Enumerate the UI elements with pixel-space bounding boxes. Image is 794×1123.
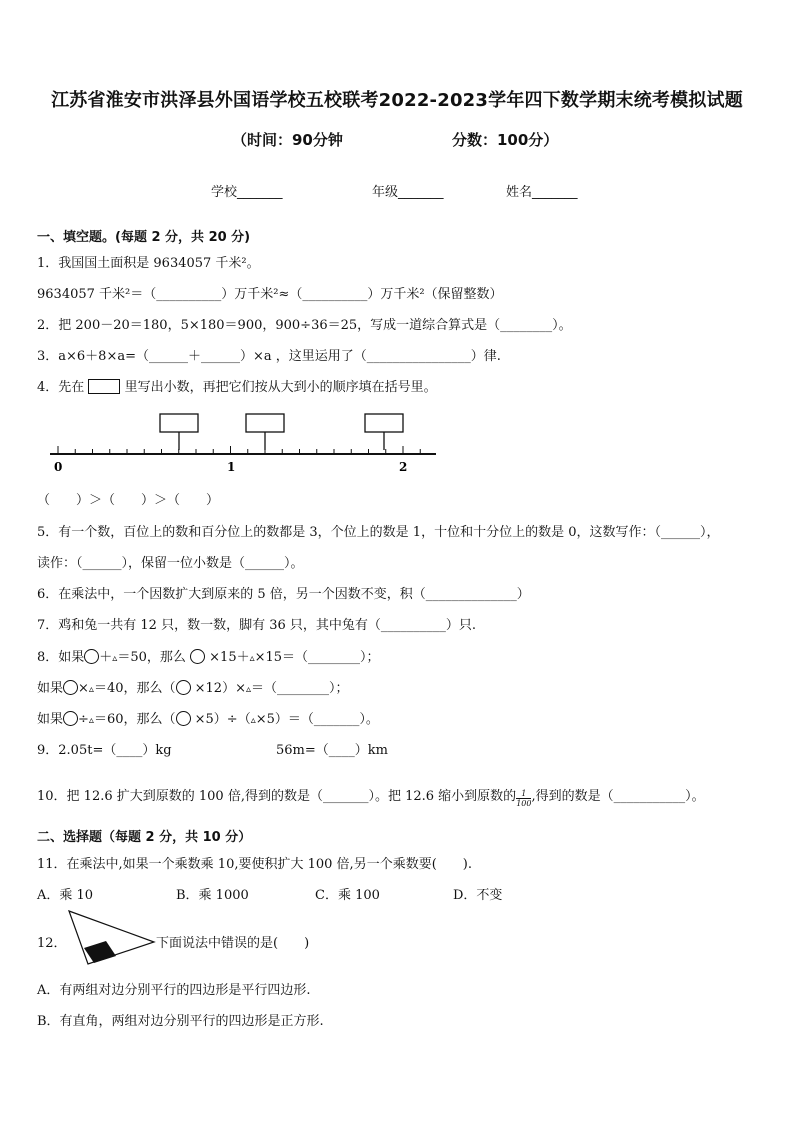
- triangle-icon: ▵: [112, 653, 118, 664]
- q8b-times: ×: [78, 681, 89, 696]
- q8b-text-3: ×12）×: [194, 681, 246, 696]
- question-1b: 9634057 千米²＝（__________）万千米²≈（__________）万千米²（保留整数）: [37, 287, 503, 302]
- circle-icon: [176, 680, 191, 695]
- school-field: 学校_______: [211, 185, 283, 200]
- q8c-text-4: ×5）＝（_______）。: [255, 712, 379, 727]
- q8c-text-2: ＝60，那么（: [93, 712, 176, 727]
- q11-option-d: D．不变: [453, 888, 503, 903]
- q10-text-2: ,得到的数是（___________）。: [531, 789, 705, 804]
- question-12-text: 下面说法中错误的是( ): [156, 936, 310, 951]
- question-12-number: 12．: [37, 936, 67, 951]
- name-field: 姓名_______: [506, 185, 578, 200]
- q12-option-b: B．有直角，两组对边分别平行的四边形是正方形.: [37, 1014, 324, 1029]
- question-9b: 56m=（____）km: [276, 743, 388, 758]
- fraction-one-hundredth: [516, 789, 531, 808]
- question-2: 2．把 200－20＝180，5×180＝900，900÷36＝25，写成一道综合算式是（________）。: [37, 318, 572, 333]
- number-line-label-0: 0: [54, 460, 63, 474]
- fraction-numerator: 1: [516, 789, 531, 799]
- q8b-text-4: ＝（________）；: [251, 681, 349, 696]
- question-5a: 5．有一个数，百位上的数和百分位上的数都是 3，个位上的数是 1，十位和十分位上的数是 0，这数写作：（______），: [37, 525, 720, 540]
- q8b-text-1: 如果: [37, 681, 64, 696]
- blank-box-icon: [88, 379, 120, 394]
- answer-box-1: [160, 414, 198, 432]
- question-11: 11．在乘法中,如果一个乘数乘 10,要使积扩大 100 倍,另一个乘数要( ).: [37, 857, 472, 872]
- question-1a: 1．我国国土面积是 9634057 千米²。: [37, 256, 260, 271]
- q8a-plus: ＋: [99, 650, 113, 665]
- fraction-denominator: 100: [516, 799, 532, 808]
- circle-icon: [84, 649, 99, 664]
- q8c-divide: ÷: [78, 712, 89, 727]
- triangle-icon: ▵: [250, 715, 256, 726]
- number-line-label-1: 1: [227, 460, 236, 474]
- q8a-text-2: ＝50，那么: [117, 650, 186, 665]
- question-8a: [37, 646, 380, 665]
- q11-option-c: C．乘 100: [315, 888, 380, 903]
- triangle-diagram: [66, 908, 158, 968]
- question-4-answer: （ ）＞（ ）＞（ ）: [37, 493, 220, 508]
- question-9a: 9．2.05t=（____）kg: [37, 743, 172, 758]
- exam-time: （时间：90分钟: [232, 131, 343, 149]
- section2-heading: 二、选择题（每题 2 分，共 10 分）: [37, 830, 252, 845]
- question-7: 7．鸡和兔一共有 12 只，数一数，脚有 36 只，其中兔有（__________）只.: [37, 618, 477, 633]
- q8b-text-2: ＝40，那么（: [93, 681, 176, 696]
- exam-score: 分数：100分）: [452, 131, 559, 149]
- circle-icon: [190, 649, 205, 664]
- number-line-figure: [40, 408, 450, 476]
- triangle-icon: ▵: [88, 684, 94, 695]
- q12-option-a: A．有两组对边分别平行的四边形是平行四边形.: [37, 983, 311, 998]
- question-10: [37, 785, 705, 808]
- question-8b: [37, 677, 349, 696]
- question-5b: 读作：（______），保留一位小数是（______）。: [37, 556, 304, 571]
- question-4-post: 里写出小数，再把它们按从大到小的顺序填在括号里。: [124, 380, 437, 395]
- number-line-label-2: 2: [399, 460, 408, 474]
- question-8c: [37, 708, 379, 727]
- q10-text-1: 10．把 12.6 扩大到原数的 100 倍,得到的数是（_______）。把 12.6 缩小到原数的: [37, 789, 517, 804]
- q11-option-a: A．乘 10: [37, 888, 94, 903]
- question-4: [37, 376, 437, 395]
- question-4-pre: 4．先在: [37, 380, 85, 395]
- q8c-text-1: 如果: [37, 712, 64, 727]
- q8a-text-3: ×15＋: [209, 650, 250, 665]
- circle-icon: [176, 711, 191, 726]
- section1-heading: 一、填空题。(每题 2 分，共 20 分): [37, 230, 251, 245]
- grade-field: 年级_______: [372, 185, 444, 200]
- q11-option-b: B．乘 1000: [176, 888, 249, 903]
- q8a-text-4: ×15＝（________）；: [254, 650, 380, 665]
- q8c-text-3: ×5）÷（: [194, 712, 251, 727]
- triangle-icon: ▵: [245, 684, 251, 695]
- triangle-icon: ▵: [88, 715, 94, 726]
- circle-icon: [63, 680, 78, 695]
- question-3: 3．a×6＋8×a=（______＋______）×a ，这里运用了（________________）律.: [37, 349, 501, 364]
- answer-box-3: [365, 414, 403, 432]
- triangle-icon: ▵: [249, 653, 255, 664]
- circle-icon: [63, 711, 78, 726]
- q8a-text-1: 8．如果: [37, 650, 85, 665]
- answer-box-2: [246, 414, 284, 432]
- question-6: 6．在乘法中，一个因数扩大到原来的 5 倍，另一个因数不变，积（______________）: [37, 587, 530, 602]
- page-title: 江苏省淮安市洪泽县外国语学校五校联考2022-2023学年四下数学期末统考模拟试题: [51, 90, 743, 111]
